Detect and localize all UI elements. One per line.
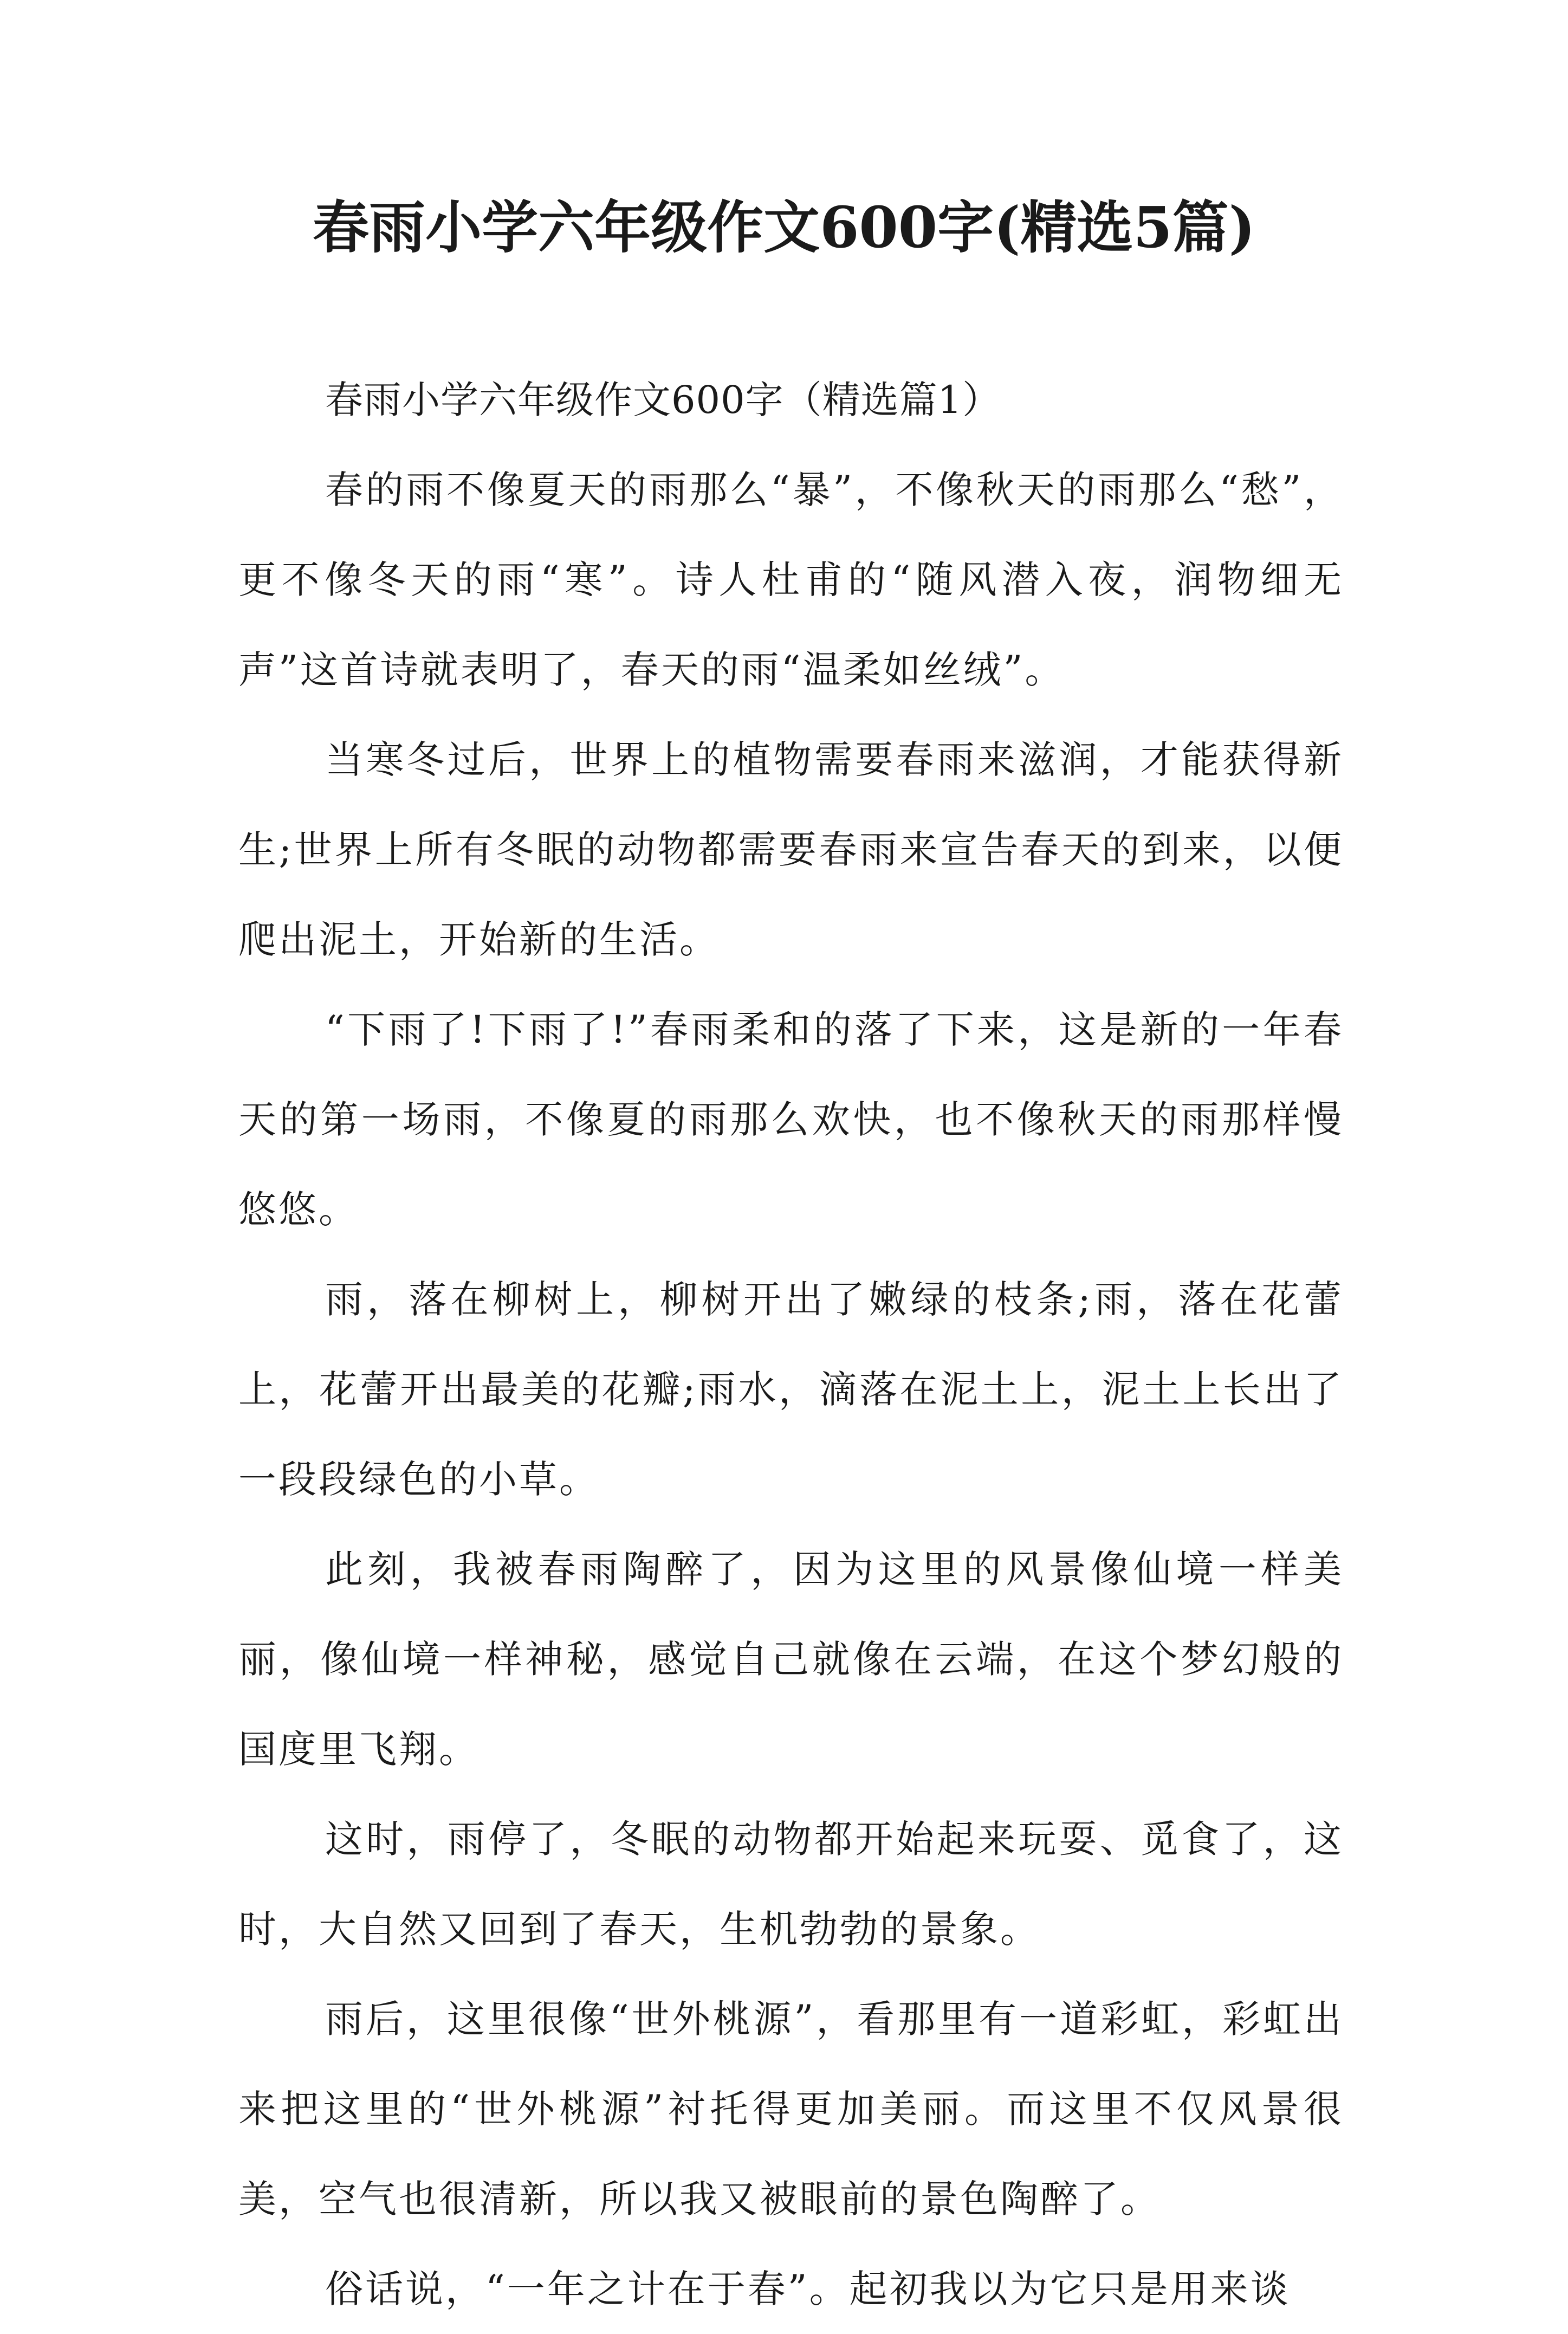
paragraph: 雨，落在柳树上，柳树开出了嫩绿的枝条;雨，落在花蕾上，花蕾开出最美的花瓣;雨水，滴落在泥土上，泥土上长出了一段段绿色的小草。 [238, 1277, 1344, 1502]
paragraph: 雨后，这里很像“世外桃源”，看那里有一道彩虹，彩虹出来把这里的“世外桃源”衬托得更加美丽。而这里不仅风景很美，空气也很清新，所以我又被眼前的景色陶醉了。 [238, 1997, 1344, 2221]
essay-subheading: 春雨小学六年级作文600字（精选篇1） [325, 378, 1001, 422]
document-title: 春雨小学六年级作文600字(精选5篇) [313, 194, 1255, 261]
paragraph: 春的雨不像夏天的雨那么“暴”，不像秋天的雨那么“愁”，更不像冬天的雨“寒”。诗人杜甫的“随风潜入夜，润物细无声”这首诗就表明了，春天的雨“温柔如丝绒”。 [238, 468, 1344, 692]
document-body [238, 355, 1344, 2334]
paragraph: “下雨了!下雨了!”春雨柔和的落了下来，这是新的一年春天的第一场雨，不像夏的雨那么欢快，也不像秋天的雨那样慢悠悠。 [238, 1007, 1344, 1232]
paragraph: 这时，雨停了，冬眠的动物都开始起来玩耍、觅食了，这时，大自然又回到了春天，生机勃勃的景象。 [238, 1817, 1344, 1951]
paragraph: 俗话说，“一年之计在于春”。起初我以为它只是用来谈 [325, 2267, 1291, 2311]
paragraph: 此刻，我被春雨陶醉了，因为这里的风景像仙境一样美丽，像仙境一样神秘，感觉自己就像在云端，在这个梦幻般的国度里飞翔。 [238, 1547, 1344, 1771]
paragraph: 当寒冬过后，世界上的植物需要春雨来滋润，才能获得新生;世界上所有冬眠的动物都需要春雨来宣告春天的到来，以便爬出泥土，开始新的生活。 [238, 738, 1344, 962]
